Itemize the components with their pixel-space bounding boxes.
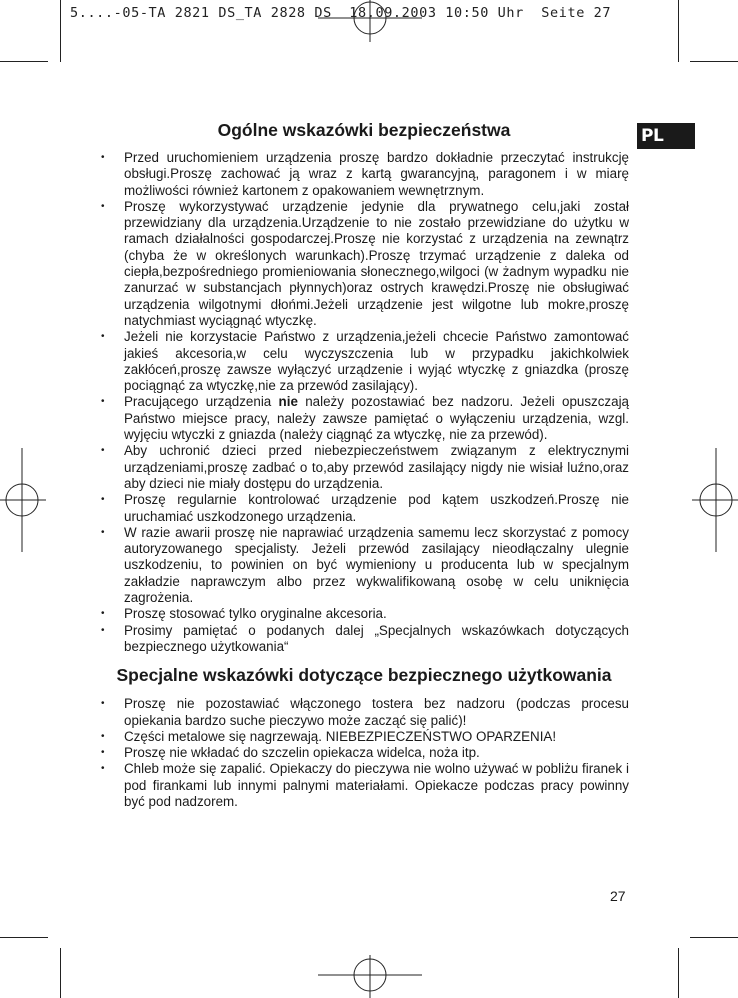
crop-mark	[690, 61, 738, 62]
language-tab: PL	[637, 123, 695, 149]
list-item: • Proszę regularnie kontrolować urządzenie pod kątem uszkodzeń.Proszę nie uruchamiać uszkodzonego urządzenia.	[99, 492, 629, 525]
list-item: • Proszę nie wkładać do szczelin opiekacza widelca, noża itp.	[99, 745, 629, 761]
crop-mark	[0, 61, 48, 62]
page-content	[99, 120, 629, 810]
registration-mark-top	[318, 0, 422, 50]
special-safety-list	[99, 696, 629, 810]
print-slug: 5....-05-TA 2821 DS_TA 2828 DS 18.09.2003 10:50 Uhr Seite 27	[70, 5, 612, 21]
crop-mark	[60, 0, 61, 62]
list-item	[99, 394, 629, 443]
list-item-text: należy pozostawiać bez nadzoru. Jeżeli opuszczają Państwo miejsce pracy, należy zawsze pamiętać o wyłączeniu urządzenia, wzgl. wyjęciu wtyczki z gniazda (należy ciągnąć za wtyczkę, nie za przewód).	[124, 394, 629, 443]
section-title-special-safety: Specjalne wskazówki dotyczące bezpiecznego użytkowania	[116, 665, 612, 686]
crop-mark	[0, 937, 48, 938]
list-item: • Proszę stosować tylko oryginalne akcesoria.	[99, 606, 629, 622]
list-item-text: Pracującego urządzenia	[124, 394, 279, 410]
list-item: • Części metalowe się nagrzewają. NIEBEZPIECZEŃSTWO OPARZENIA!	[99, 729, 629, 745]
emphasis-text: nie	[278, 394, 298, 410]
list-item: • Proszę wykorzystywać urządzenie jedynie dla prywatnego celu,jaki został przewidziany dla urządzenia.Urządzenie to nie zostało przewidziane do użytku w ramach działalności gospodarczej.Proszę nie korzystać z urządzenia na zewnątrz (chyba że w określonych warunkach).Proszę trzymać urządzenie z daleka od ciepła,bezpośredniego promieniowania słonecznego,wilgoci (w żadnym wypadku nie zanurzać w substancjach płynnych)oraz ostrych krawędzi.Proszę nie obsługiwać urządzenia wilgotnymi dłońmi.Jeżeli urządzenie jest wilgotne lub mokre,proszę natychmiast wyciągnąć wtyczkę.	[99, 199, 629, 329]
list-item: • Jeżeli nie korzystacie Państwo z urządzenia,jeżeli chcecie Państwo zamontować jakieś akcesoria,w celu wyczyszczenia lub w przypadku jakichkolwiek zakłóceń,proszę zawsze wyłączyć urządzenie i wyjąć wtyczkę z gniazdka (proszę pociągnąć za wtyczkę,nie za przewód zasilający).	[99, 329, 629, 394]
list-item: • Chleb może się zapalić. Opiekaczy do pieczywa nie wolno używać w pobliżu firanek i pod firankami lub innymi palnymi materiałami. Opiekacze podczas pracy powinny być pod nadzorem.	[99, 761, 629, 810]
list-item: • Przed uruchomieniem urządzenia proszę bardzo dokładnie przeczytać instrukcję obsługi.Proszę zachować ją wraz z kartą gwarancyjną, paragonem i w miarę możliwości również kartonem z opakowaniem wewnętrznym.	[99, 150, 629, 199]
list-item: • Prosimy pamiętać o podanych dalej „Specjalnych wskazówkach dotyczących bezpiecznego użytkowania“	[99, 623, 629, 656]
list-item: • W razie awarii proszę nie naprawiać urządzenia samemu lecz skorzystać z pomocy autoryzowanego specjalisty. Jeżeli przewód zasilający nieodłączalny ulegnie uszkodzeniu, to powinien on być wymieniony u producenta lub w specjalnym zakładzie naprawczym albo przez wykwalifikowaną osobę w celu uniknięcia zagrożenia.	[99, 525, 629, 606]
crop-mark	[690, 937, 738, 938]
list-item: • Proszę nie pozostawiać włączonego tostera bez nadzoru (podczas procesu opiekania bardzo suche pieczywo może zacząć się palić)!	[99, 696, 629, 729]
registration-mark-left	[0, 448, 50, 552]
general-safety-list	[99, 150, 629, 655]
crop-mark	[60, 948, 61, 998]
list-item: • Aby uchronić dzieci przed niebezpieczeństwem związanym z elektrycznymi urządzeniami,proszę zadbać o to,aby przewód zasilający nigdy nie wisiał luźno,oraz aby dzieci nie miały dostępu do urządzenia.	[99, 443, 629, 492]
crop-mark	[678, 0, 679, 62]
registration-mark-right	[688, 448, 738, 552]
page-number: 27	[610, 888, 626, 904]
registration-mark-bottom	[318, 950, 422, 998]
section-title-general-safety: Ogólne wskazówki bezpieczeństwa	[217, 120, 511, 140]
crop-mark	[678, 948, 679, 998]
